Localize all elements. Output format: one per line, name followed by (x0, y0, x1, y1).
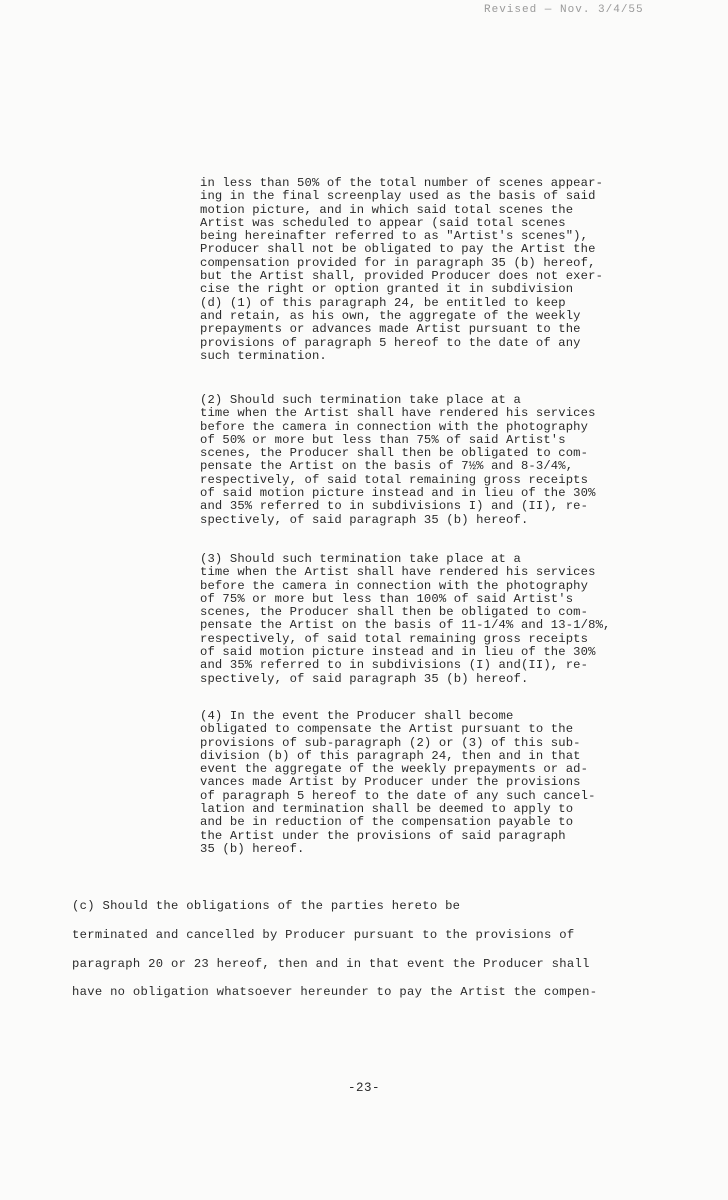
revision-stamp: Revised — Nov. 3/4/55 (484, 4, 644, 16)
paragraph-subdivision-3: (3) Should such termination take place at a time when the Artist shall have rendered his services before the camera in connection with the photography of 75% or more but less than 100% of said Artist's scenes, the Producer shall then be obligated to com- pensate the Artist on the basis of 11-1/4% and 13-1/8%, respectively, of said total remaining gross receipts of said motion picture instead and in lieu of the 30% and 35% referred to in subdivisions (I) and(II), re- spectively, of said paragraph 35 (b) hereof. (200, 552, 611, 686)
paragraph-subdivision-4: (4) In the event the Producer shall become obligated to compensate the Artist pursuant to the provisions of sub-paragraph (2) or (3) of this sub- division (b) of this paragraph 24, then and in that event the aggregate of the weekly prepayments or ad- vances made Artist by Producer under the provisions of paragraph 5 hereof to the date of any such cancel- lation and termination shall be deemed to apply to and be in reduction of the compensation payable to the Artist under the provisions of said paragraph 35 (b) hereof. (200, 709, 596, 856)
paragraph-subdivision-c: (c) Should the obligations of the parties hereto be terminated and cancelled by Producer pursuant to the provisions of paragraph 20 or 23 hereof, then and in that event the Producer shall have no obligation whatsoever hereunder to pay the Artist the compen- (72, 899, 598, 1000)
paragraph-continued: in less than 50% of the total number of scenes appear- ing in the final screenplay used as the basis of said motion picture, and in which said total scenes the Artist was scheduled to appear (said total scenes being hereinafter referred to as "Artist's scenes"), Producer shall not be obligated to pay the Artist the compensation provided for in paragraph 35 (b) hereof, but the Artist shall, provided Producer does not exer- cise the right or option granted it in subdivision (d) (1) of this paragraph 24, be entitled to keep and retain, as his own, the aggregate of the weekly prepayments or advances made Artist pursuant to the provisions of paragraph 5 hereof to the date of any such termination. (200, 176, 604, 363)
page-number: -23- (347, 1081, 380, 1095)
paragraph-subdivision-2: (2) Should such termination take place at a time when the Artist shall have rendered his services before the camera in connection with the photography of 50% or more but less than 75% of said Artist's scenes, the Producer shall then be obligated to com- pensate the Artist on the basis of 7½% and 8-3/4%, respectively, of said total remaining gross receipts of said motion picture instead and in lieu of the 30% and 35% referred to in subdivisions I) and (II), re- spectively, of said paragraph 35 (b) hereof. (200, 393, 596, 527)
